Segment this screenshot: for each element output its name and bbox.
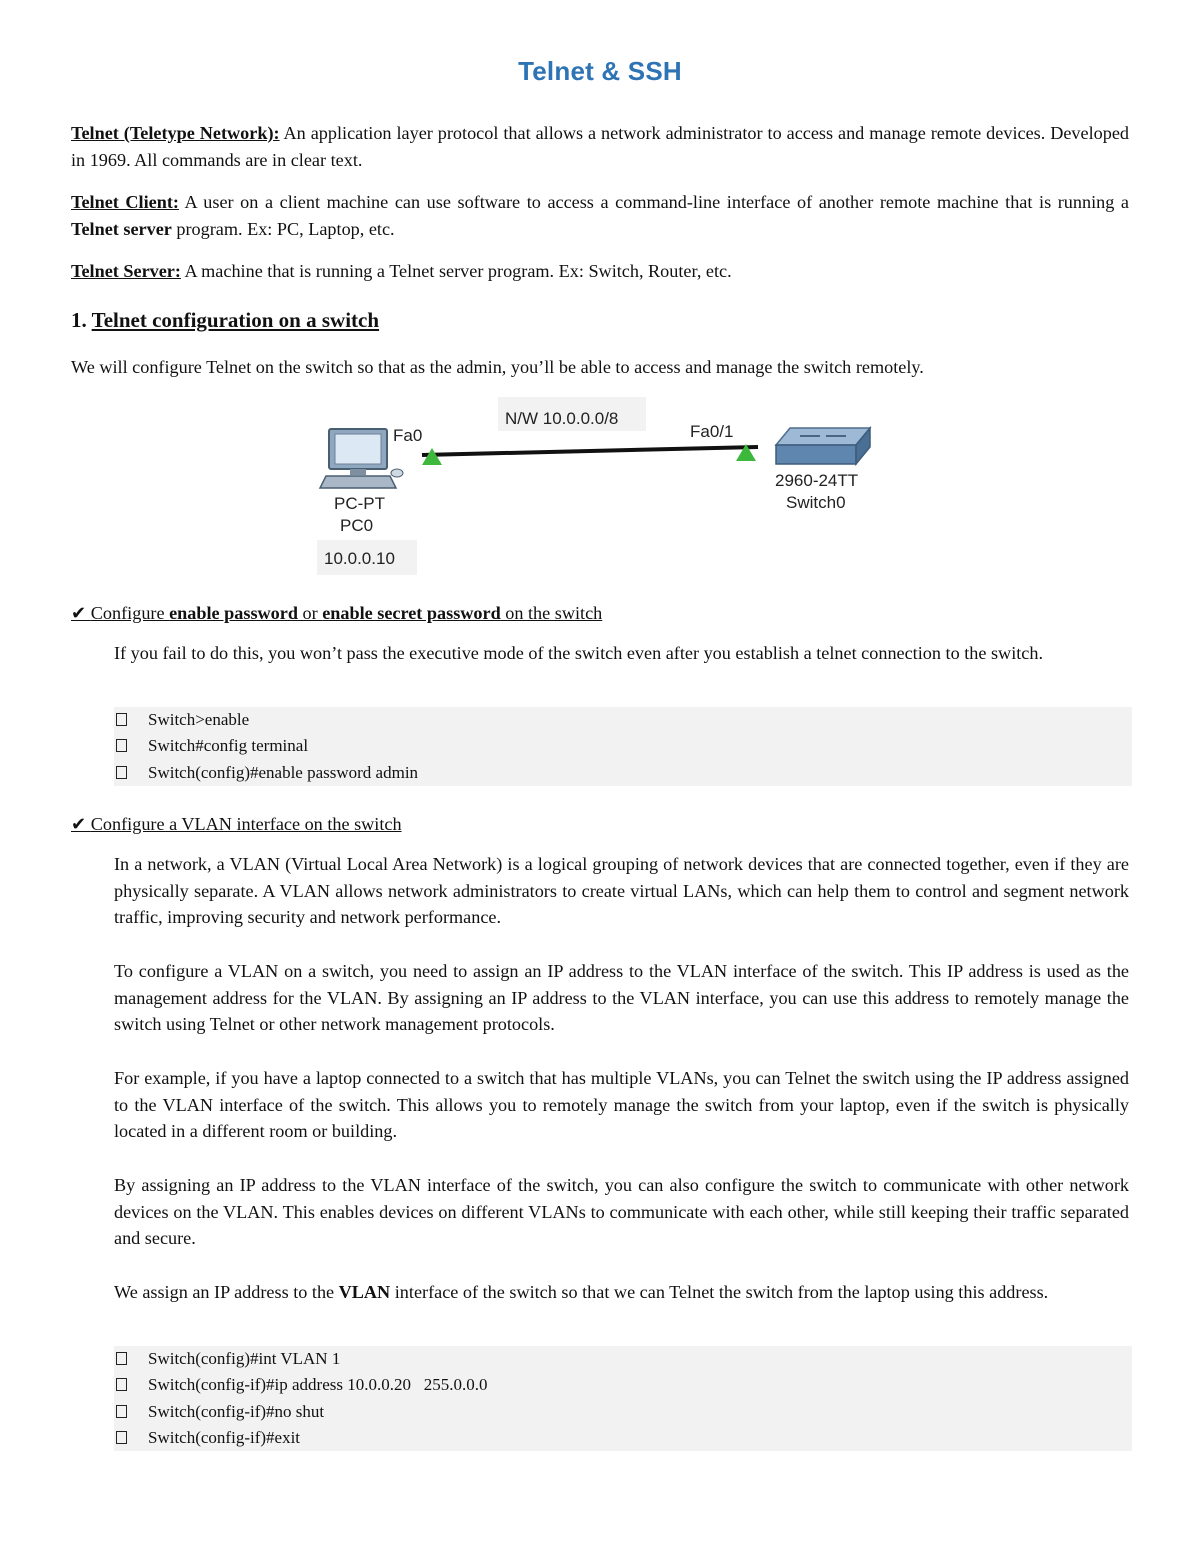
command-text: Switch(config)#int VLAN 1 [148, 1349, 341, 1368]
step-text: Configure a VLAN interface on the switch [90, 814, 402, 834]
definition-telnet [71, 120, 1129, 173]
step-enable-password-heading [71, 603, 602, 624]
vlan-paragraph: For example, if you have a laptop connected to a switch that has multiple VLANs, you can Telnet the switch using the IP address assigned to the VLAN interface of the switch. This allows you to remotely manage the switch from your laptop, even if the switch is physically located in a different room or building. [114, 1068, 1129, 1141]
bullet-icon [116, 1378, 127, 1391]
step-enable-password-description: If you fail to do this, you won’t pass the executive mode of the switch even after you establish a telnet connection to the switch. [114, 643, 1044, 663]
definition-telnet-server [71, 258, 1129, 285]
page-title: Telnet & SSH [518, 56, 682, 86]
command-line [114, 707, 1132, 733]
definition-telnet-client [71, 189, 1129, 242]
command-line [114, 1346, 1132, 1372]
pc-name-label: PC0 [340, 516, 374, 535]
pc-model-label: PC-PT [334, 494, 385, 513]
paragraph-text: interface of the switch so that we can Telnet the switch from the laptop using this address. [390, 1282, 1049, 1302]
vlan-paragraph: In a network, a VLAN (Virtual Local Area Network) is a logical grouping of network devices that are connected together, even if they are physically separate. A VLAN allows network administrators to create virtual LANs, which can help them to control and segment network traffic, improving security and network performance. [114, 854, 1129, 927]
bullet-icon [116, 1405, 127, 1418]
bullet-icon [116, 739, 127, 752]
command-line [114, 760, 1132, 786]
command-block-vlan [114, 1346, 1132, 1451]
paragraph-text: We assign an IP address to the [114, 1282, 339, 1302]
section-number: 1. [71, 308, 92, 332]
pc-icon [320, 429, 403, 488]
definition-term: Telnet Client: [71, 192, 179, 212]
link-line [422, 447, 758, 455]
vlan-paragraph: To configure a VLAN on a switch, you need to assign an IP address to the VLAN interface of the switch. This IP address is used as the management address for the VLAN. By assigning an IP address to the VLAN interface, you can use this address to remotely manage the switch using Telnet or other network management protocols. [114, 961, 1129, 1034]
section-heading [71, 308, 379, 333]
definition-bold: Telnet server [71, 218, 172, 239]
command-line [114, 1372, 1132, 1398]
definition-term: Telnet Server: [71, 261, 181, 281]
definition-text: An application layer protocol that allows a network administrator to access and manage remote devices. Developed in 1969. All commands are in clear text. [71, 123, 1129, 170]
vlan-paragraph-last [114, 1279, 1129, 1306]
definition-term: Telnet (Teletype Network): [71, 123, 280, 143]
step-bold: enable secret password [322, 603, 501, 623]
command-block-enable [114, 707, 1132, 786]
section-title: Telnet configuration on a switch [91, 308, 380, 332]
bullet-icon [116, 713, 127, 726]
command-text: Switch#config terminal [148, 736, 309, 756]
bullet-icon [116, 766, 127, 779]
command-text: Switch(config-if)#ip address 10.0.0.20 255.0.0.0 [148, 1375, 488, 1395]
vlan-paragraph: By assigning an IP address to the VLAN interface of the switch, you can also configure the switch to communicate with other network devices on the VLAN. This enables devices on different VLANs to communicate with each other, while still keeping their traffic separated and secure. [114, 1175, 1129, 1248]
command-line [114, 733, 1132, 759]
step-text: or [297, 603, 323, 623]
bullet-icon [116, 1352, 127, 1365]
step-text: Configure [90, 603, 170, 623]
checkmark-icon: ✔ [71, 603, 91, 623]
network-diagram [300, 392, 920, 582]
pc-port-label: Fa0 [393, 426, 423, 445]
definition-text: A user on a client machine can use software to access a command-line interface of another remote machine that is running a [178, 192, 1129, 212]
step-vlan-heading [71, 814, 402, 835]
definition-text: program. Ex: PC, Laptop, etc. [171, 218, 395, 239]
pc-ip-label: 10.0.0.10 [324, 549, 395, 568]
definition-text: A machine that is running a Telnet server program. Ex: Switch, Router, etc. [180, 261, 732, 281]
step-text: on the switch [500, 603, 603, 623]
section-intro: We will configure Telnet on the switch so that as the admin, you’ll be able to access and manage the switch remotely. [71, 357, 924, 377]
switch-name-label: Switch0 [786, 493, 846, 512]
switch-icon [776, 428, 870, 464]
command-text: Switch>enable [148, 710, 250, 729]
switch-port-label: Fa0/1 [690, 422, 734, 441]
bullet-icon [116, 1431, 127, 1444]
command-text: Switch(config-if)#exit [148, 1427, 301, 1447]
checkmark-icon: ✔ [71, 814, 91, 834]
command-line [114, 1425, 1132, 1451]
network-label: N/W 10.0.0.0/8 [505, 409, 619, 428]
command-text: Switch(config)#enable password admin [148, 762, 419, 782]
command-line [114, 1399, 1132, 1425]
step-bold: enable password [169, 603, 298, 623]
command-text: Switch(config-if)#no shut [148, 1401, 325, 1421]
paragraph-bold: VLAN [338, 1282, 391, 1302]
switch-model-label: 2960-24TT [775, 471, 859, 490]
